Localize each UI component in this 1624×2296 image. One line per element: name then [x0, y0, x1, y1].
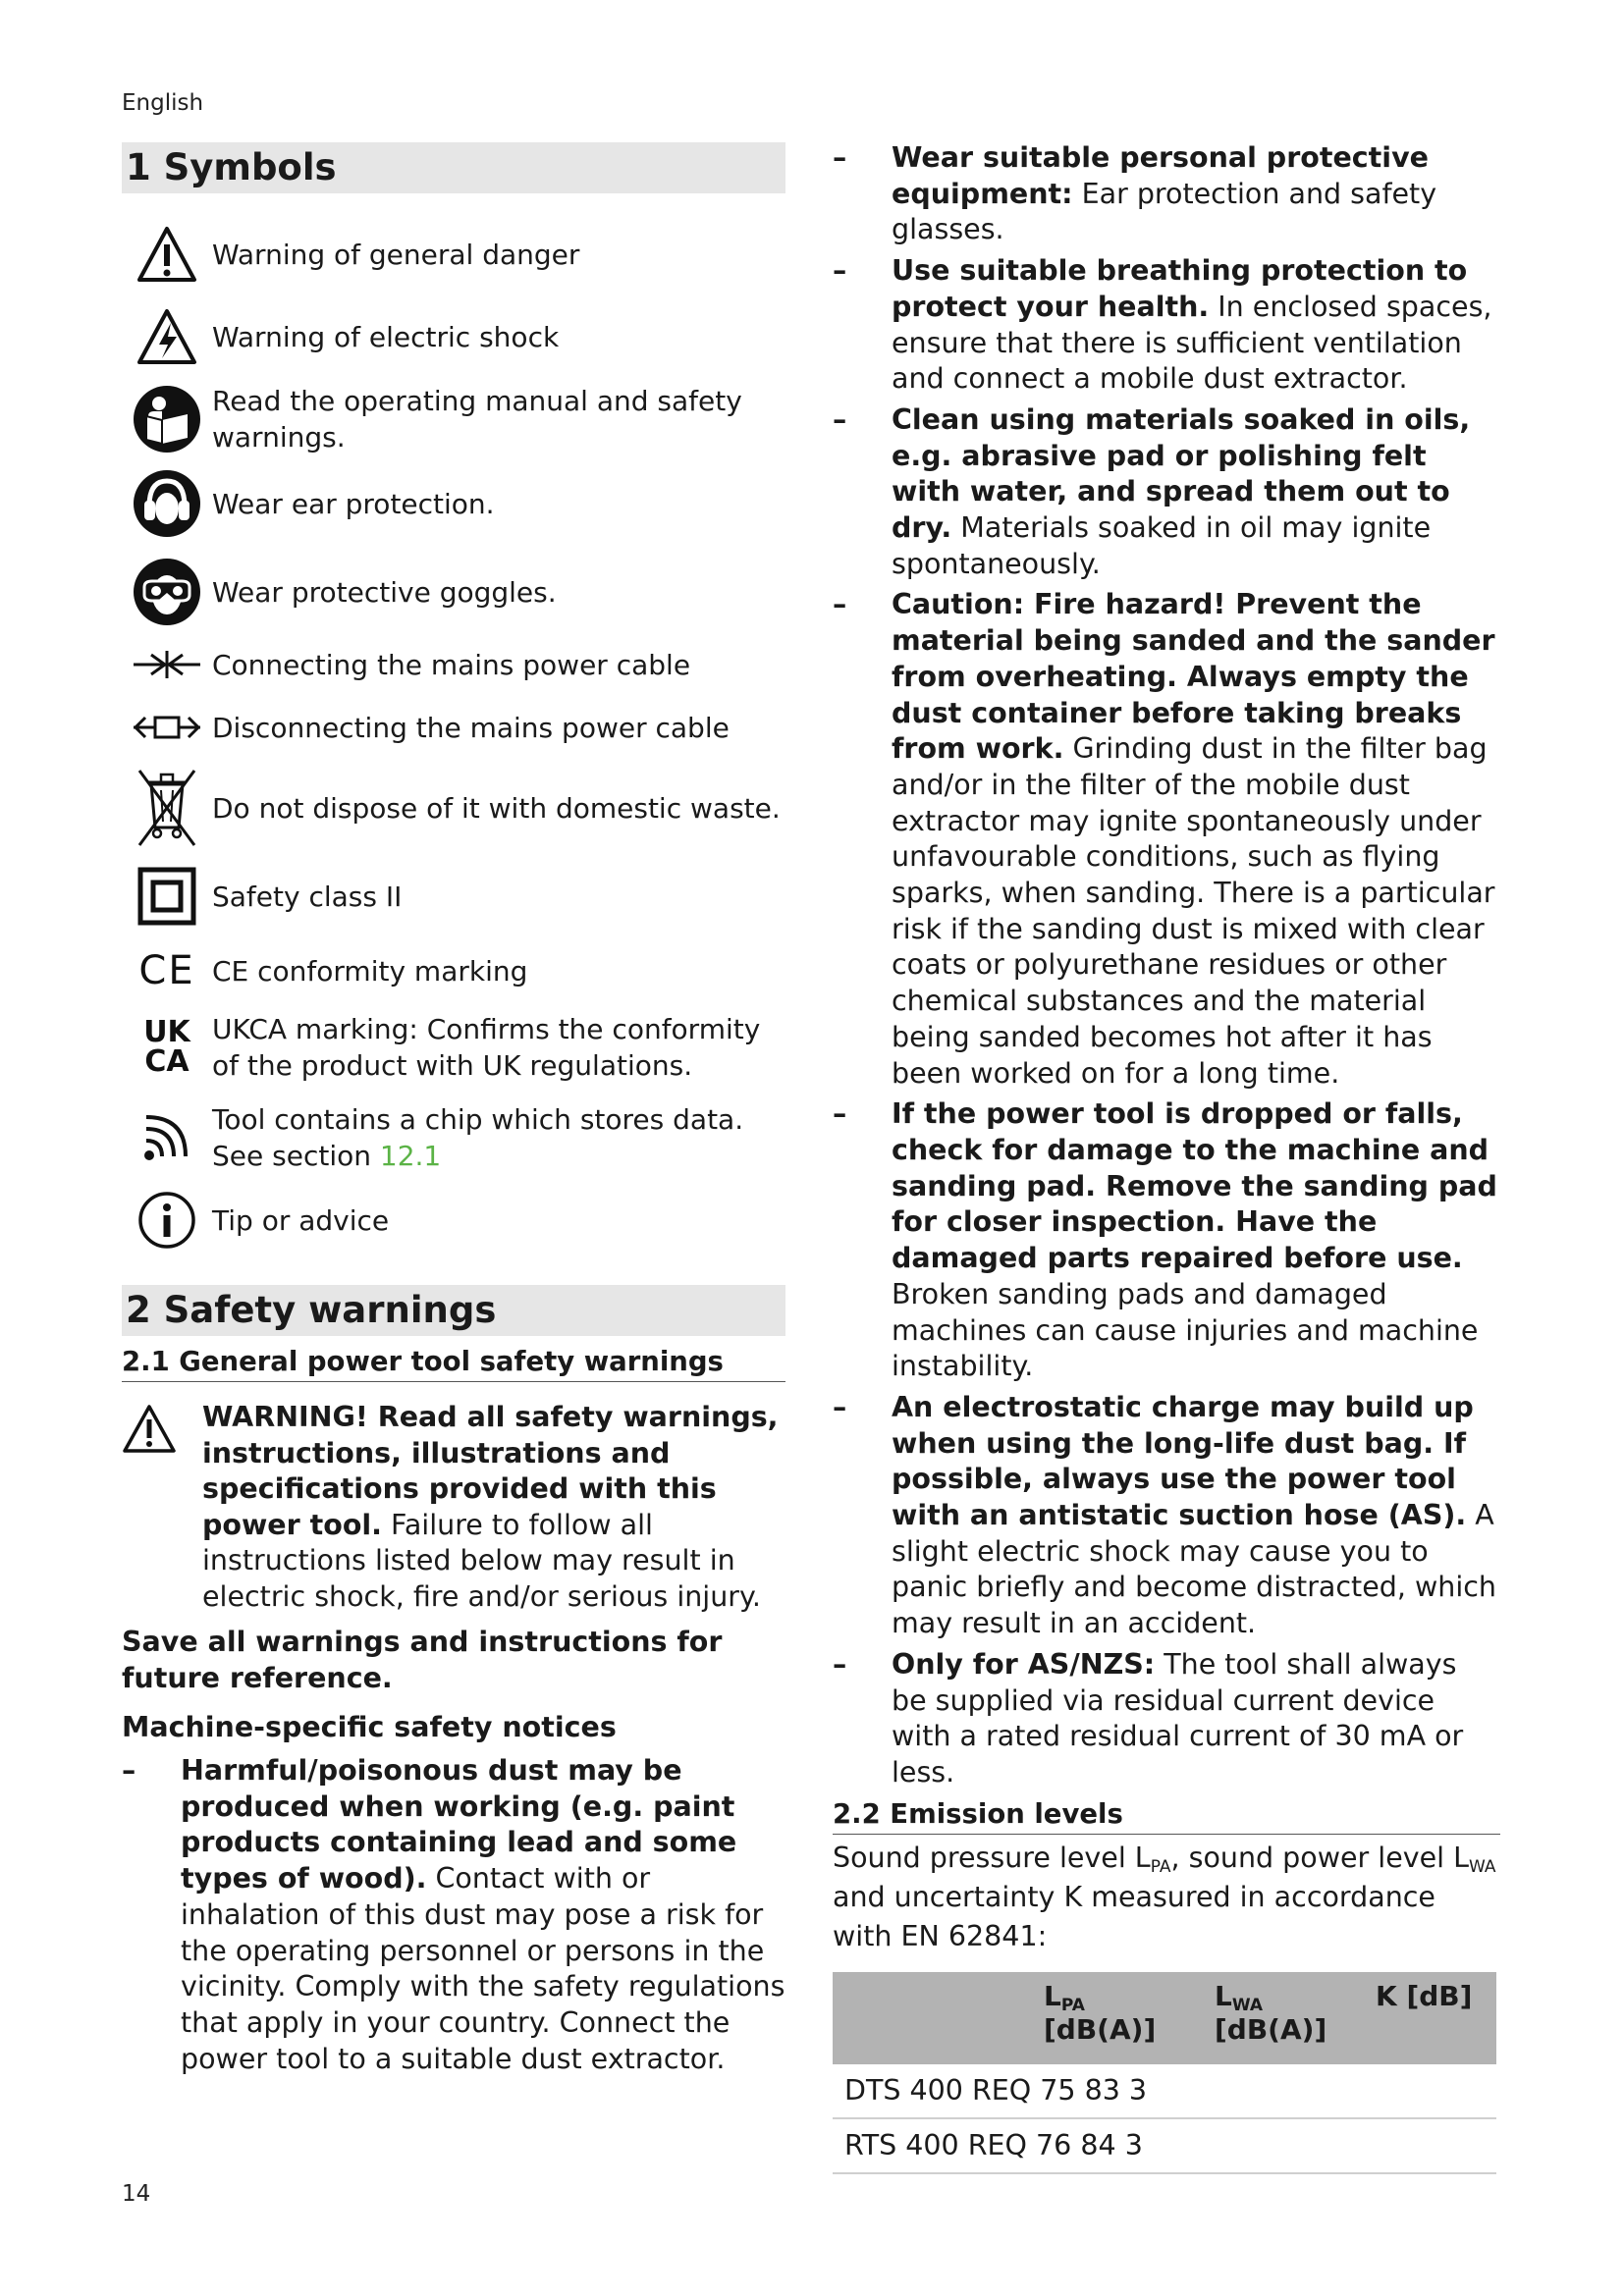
symbol-text: Tip or advice: [212, 1203, 390, 1237]
warning-triangle-icon: [122, 1404, 177, 1459]
save-instructions: Save all warnings and instructions for future reference.: [122, 1626, 723, 1694]
symbol-row: [122, 382, 785, 456]
connect-plug-icon: [122, 645, 212, 684]
safety-bullet: – If the power tool is dropped or falls, check for damage to the machine and sanding pad. Remove the sanding pad for closer inspection. Have the damaged parts repaired before use. Broken sanding pads and damaged machines can cause injuries and machine instability.: [833, 1097, 1497, 1383]
symbol-row: [122, 696, 785, 759]
symbol-text: Warning of general danger: [212, 238, 580, 271]
table-header-cell: $L_{PA}$ [dB(A)]: [1034, 1972, 1205, 2064]
left-column: [122, 142, 785, 2082]
symbol-row: [122, 551, 785, 633]
safety-bullet-list-right: [833, 140, 1500, 1791]
symbol-text: Tool contains a chip which stores data. See section 12.1: [212, 1103, 744, 1172]
symbol-text: UKCA marking: Confirms the conformity of the product with UK regulations.: [212, 1013, 761, 1082]
table-header-row: [833, 1972, 1496, 2064]
symbol-text: Wear protective goggles.: [212, 575, 557, 609]
ukca-mark-icon: UK CA: [143, 1015, 190, 1079]
warning-general-icon: [122, 225, 212, 284]
section-title-safety-warnings: 2 Safety warnings: [122, 1285, 785, 1336]
warning-paragraph: WARNING! Read all safety warnings, instructions, illustrations and specifications provided with this power tool. Failure to follow all instructions listed below may result in electric shock, fire and/or serious injury.: [202, 1401, 779, 1613]
symbol-text: CE conformity marking: [212, 954, 528, 988]
table-header-cell: $L_{WA}$ [dB(A)]: [1205, 1972, 1366, 2064]
symbol-row: [122, 1089, 785, 1187]
ear-protection-icon: [122, 469, 212, 538]
disconnect-plug-icon: [122, 708, 212, 747]
emission-table: [833, 1972, 1496, 2174]
symbol-text: Wear ear protection.: [212, 487, 495, 520]
safety-bullet: – Use suitable breathing protection to protect your health. In enclosed spaces, ensure that there is sufficient ventilation and connect a mobile dust extractor.: [833, 254, 1492, 396]
symbol-row: [122, 935, 785, 1006]
safety-bullet: – Only for AS/NZS: The tool shall always be supplied via residual current device with a rated residual current of 30 mA or less.: [833, 1647, 1464, 1789]
symbol-text: Safety class II: [212, 880, 403, 913]
safety-bullet: – An electrostatic charge may build up when using the long-life dust bag. If possible, always use the power tool with an antistatic suction hose (AS). A slight electric shock may cause you to panic briefly and become distracted, which may result in an accident.: [833, 1390, 1496, 1640]
ce-mark-icon: CE: [138, 948, 195, 993]
safety-class-2-icon: [122, 867, 212, 926]
symbol-text: Disconnecting the mains power cable: [212, 711, 730, 744]
symbol-row: [122, 292, 785, 382]
table-cell: RTS 400 REQ 76 84 3: [833, 2118, 1496, 2173]
symbol-row: [122, 1187, 785, 1254]
emission-intro: Sound pressure level $L_{PA}$, sound power level $L_{WA}$ and uncertainty K measured in accordance with EN 62841:: [833, 1841, 1496, 1952]
symbols-list: [122, 217, 785, 1254]
subsection-title-general-warnings: 2.1 General power tool safety warnings: [122, 1344, 785, 1382]
symbol-row: [122, 217, 785, 292]
symbol-text: Do not dispose of it with domestic waste.: [212, 791, 781, 825]
page-number: 14: [122, 2181, 151, 2207]
subsection-title-emission-levels: 2.2 Emission levels: [833, 1796, 1500, 1835]
safety-bullet: – Clean using materials soaked in oils, e.g. abrasive pad or polishing felt with water, and spread them out to dry. Materials soaked in oil may ignite spontaneously.: [833, 402, 1471, 580]
section-title-symbols: 1 Symbols: [122, 142, 785, 193]
goggles-icon: [122, 558, 212, 626]
symbol-text: Connecting the mains power cable: [212, 648, 691, 681]
symbol-row: [122, 633, 785, 696]
table-row: [833, 2118, 1496, 2173]
info-icon: [122, 1191, 212, 1250]
symbol-row: [122, 456, 785, 551]
symbol-text: Warning of electric shock: [212, 320, 560, 353]
symbol-row: [122, 759, 785, 857]
warning-block: [122, 1400, 785, 1615]
rfid-chip-icon: [122, 1113, 212, 1162]
safety-bullet: – Harmful/poisonous dust may be produced when working (e.g. paint products containing lead and some types of wood). Contact with or inhalation of this dust may pose a risk for the operating personnel or persons in the vicinity. Comply with the safety regulations that apply in your country. Connect the power tool to a suitable dust extractor.: [122, 1754, 785, 2075]
table-header-cell: [833, 1972, 1034, 2064]
symbol-row: [122, 857, 785, 935]
section-link[interactable]: 12.1: [379, 1140, 442, 1172]
crossed-bin-icon: [122, 767, 212, 849]
symbol-row: [122, 1006, 785, 1089]
safety-bullet: – Caution: Fire hazard! Prevent the material being sanded and the sander from overheating. Always empty the dust container before taking breaks from work. Grinding dust in the filter bag and/or in the filter of the mobile dust extractor may ignite spontaneously under unfavourable conditions, such as flying sparks, when sanding. There is a particular risk if the sanding dust is mixed with clear coats or polyurethane residues or other chemical substances and the material being sanded becomes hot after it has been worked on for a long time.: [833, 588, 1495, 1090]
right-column: [833, 140, 1500, 2174]
table-cell: DTS 400 REQ 75 83 3: [833, 2064, 1496, 2118]
table-header-cell: K [dB]: [1366, 1972, 1496, 2064]
machine-specific-title: Machine-specific safety notices: [122, 1711, 617, 1743]
safety-bullet-list-left: [122, 1753, 785, 2077]
safety-bullet: – Wear suitable personal protective equipment: Ear protection and safety glasses.: [833, 141, 1437, 246]
warning-electric-shock-icon: [122, 307, 212, 366]
read-manual-icon: [122, 385, 212, 454]
table-row: [833, 2064, 1496, 2118]
symbol-text: Read the operating manual and safety warnings.: [212, 385, 742, 454]
page-language: English: [122, 90, 204, 116]
